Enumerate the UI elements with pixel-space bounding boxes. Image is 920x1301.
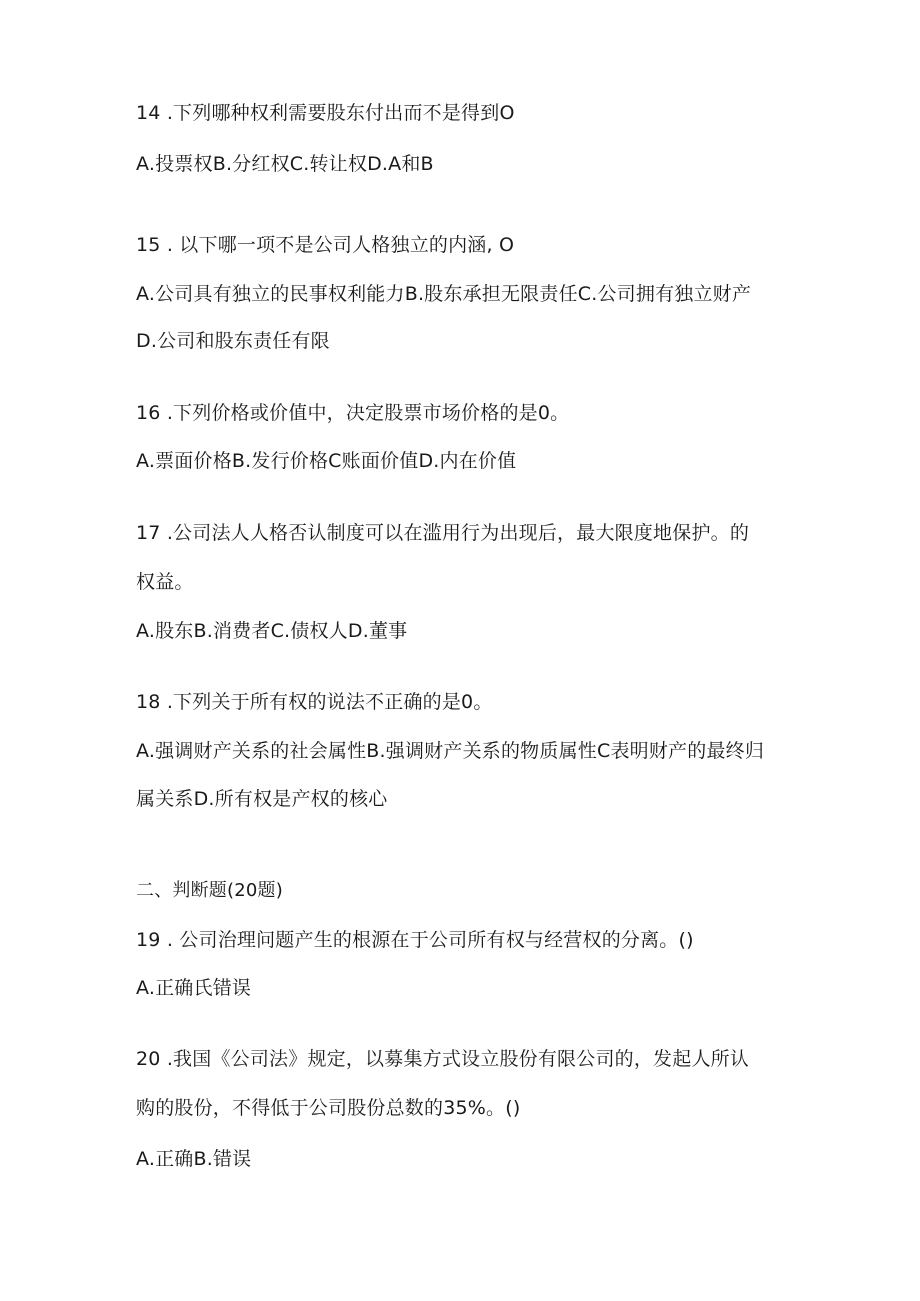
question-14-stem: 14 .下列哪种权利需要股东付出而不是得到O bbox=[136, 102, 515, 124]
question-20-options: A.正确B.错误 bbox=[136, 1148, 252, 1170]
question-18-stem: 18 .下列关于所有权的说法不正确的是0。 bbox=[136, 691, 493, 713]
question-15-stem: 15 . 以下哪一项不是公司人格独立的内涵, O bbox=[136, 234, 515, 256]
question-17-options: A.股东B.消费者C.债权人D.董事 bbox=[136, 620, 408, 642]
question-18-options-line-2: 属关系D.所有权是产权的核心 bbox=[136, 788, 388, 810]
question-20-stem-line-1: 20 .我国《公司法》规定，以募集方式设立股份有限公司的，发起人所认 bbox=[136, 1048, 750, 1070]
question-16-options: A.票面价格B.发行价格C账面价值D.内在价值 bbox=[136, 450, 517, 472]
question-17-stem-line-2: 权益。 bbox=[136, 571, 194, 593]
question-18-options-line-1: A.强调财产关系的社会属性B.强调财产关系的物质属性C表明财产的最终归 bbox=[136, 740, 765, 762]
question-17-stem-line-1: 17 .公司法人人格否认制度可以在滥用行为出现后，最大限度地保护。的 bbox=[136, 522, 750, 544]
question-15-options-line-2: D.公司和股东责任有限 bbox=[136, 330, 330, 352]
question-15-options-line-1: A.公司具有独立的民事权利能力B.股东承担无限责任C.公司拥有独立财产 bbox=[136, 283, 752, 305]
question-19-stem: 19 . 公司治理问题产生的根源在于公司所有权与经营权的分离。() bbox=[136, 929, 694, 951]
question-14-options: A.投票权B.分红权C.转让权D.A和B bbox=[136, 153, 434, 175]
question-16-stem: 16 .下列价格或价值中，决定股票市场价格的是0。 bbox=[136, 402, 570, 424]
question-20-stem-line-2: 购的股份，不得低于公司股份总数的35%。() bbox=[136, 1097, 521, 1119]
section-2-title: 二、判断题(20题) bbox=[136, 880, 283, 901]
question-19-options: A.正确氏错误 bbox=[136, 977, 252, 999]
